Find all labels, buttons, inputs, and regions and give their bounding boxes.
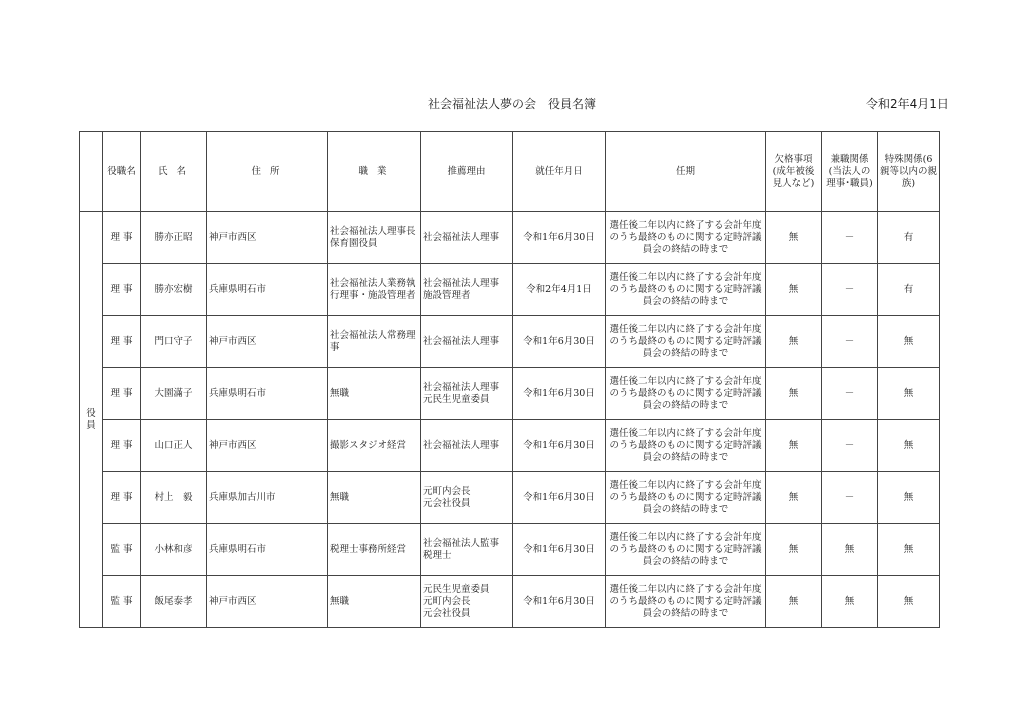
group-label-char-1: 役	[86, 407, 96, 419]
start-date-cell: 令和1年6月30日	[513, 368, 606, 420]
term-cell: 選任後二年以内に終了する会計年度のうち最終のものに関する定時評議員会の終結の時まで	[606, 472, 766, 524]
disqualification-cell: 無	[766, 368, 822, 420]
header-name: 氏 名	[141, 132, 207, 212]
occupation-cell: 無職	[328, 576, 421, 628]
table-row	[80, 316, 940, 368]
special-cell: 無	[878, 576, 940, 628]
name-cell: 勝亦正昭	[141, 212, 207, 264]
address-cell: 兵庫県明石市	[207, 368, 328, 420]
header-occupation: 職 業	[328, 132, 421, 212]
document-date: 令和2年4月1日	[866, 97, 949, 111]
concurrent-cell: －	[822, 472, 878, 524]
address-cell: 神戸市西区	[207, 316, 328, 368]
occupation-cell: 社会福祉法人理事長 保育園役員	[328, 212, 421, 264]
start-date-cell: 令和1年6月30日	[513, 576, 606, 628]
start-date-cell: 令和1年6月30日	[513, 420, 606, 472]
occupation-cell: 税理士事務所経営	[328, 524, 421, 576]
occupation-cell: 社会福祉法人常務理事	[328, 316, 421, 368]
concurrent-cell: －	[822, 316, 878, 368]
table-row	[80, 264, 940, 316]
address-cell: 兵庫県明石市	[207, 524, 328, 576]
disqualification-cell: 無	[766, 472, 822, 524]
concurrent-cell: 無	[822, 576, 878, 628]
group-header-cell	[80, 132, 103, 212]
term-cell: 選任後二年以内に終了する会計年度のうち最終のものに関する定時評議員会の終結の時まで	[606, 368, 766, 420]
name-cell: 山口正人	[141, 420, 207, 472]
term-cell: 選任後二年以内に終了する会計年度のうち最終のものに関する定時評議員会の終結の時まで	[606, 316, 766, 368]
occupation-cell: 無職	[328, 368, 421, 420]
reason-cell: 社会福祉法人理事	[421, 316, 513, 368]
header-special: 特殊関係(6親等以内の親族)	[878, 132, 940, 212]
reason-cell: 社会福祉法人理事	[421, 420, 513, 472]
special-cell: 有	[878, 212, 940, 264]
role-cell: 理 事	[103, 420, 141, 472]
group-label-char-2: 員	[86, 419, 96, 431]
reason-cell: 元民生児童委員 元町内会長 元会社役員	[421, 576, 513, 628]
address-cell: 神戸市西区	[207, 576, 328, 628]
name-cell: 飯尾泰孝	[141, 576, 207, 628]
officer-roster-table	[79, 131, 940, 628]
occupation-cell: 社会福祉法人業務執行理事・施設管理者	[328, 264, 421, 316]
start-date-cell: 令和1年6月30日	[513, 316, 606, 368]
disqualification-cell: 無	[766, 524, 822, 576]
disqualification-cell: 無	[766, 316, 822, 368]
name-cell: 小林和彦	[141, 524, 207, 576]
disqualification-cell: 無	[766, 576, 822, 628]
header-row	[80, 132, 940, 212]
role-cell: 理 事	[103, 212, 141, 264]
concurrent-cell: 無	[822, 524, 878, 576]
address-cell: 兵庫県明石市	[207, 264, 328, 316]
table-row	[80, 576, 940, 628]
disqualification-cell: 無	[766, 212, 822, 264]
reason-cell: 社会福祉法人理事 元民生児童委員	[421, 368, 513, 420]
name-cell: 大園滿子	[141, 368, 207, 420]
name-cell: 村上 毅	[141, 472, 207, 524]
special-cell: 無	[878, 472, 940, 524]
header-start-date: 就任年月日	[513, 132, 606, 212]
start-date-cell: 令和1年6月30日	[513, 524, 606, 576]
role-cell: 理 事	[103, 316, 141, 368]
term-cell: 選任後二年以内に終了する会計年度のうち最終のものに関する定時評議員会の終結の時まで	[606, 264, 766, 316]
term-cell: 選任後二年以内に終了する会計年度のうち最終のものに関する定時評議員会の終結の時まで	[606, 576, 766, 628]
start-date-cell: 令和1年6月30日	[513, 212, 606, 264]
table-row	[80, 472, 940, 524]
special-cell: 無	[878, 420, 940, 472]
address-cell: 神戸市西区	[207, 420, 328, 472]
concurrent-cell: －	[822, 212, 878, 264]
role-cell: 監 事	[103, 524, 141, 576]
document-title: 社会福祉法人夢の会 役員名簿	[427, 97, 596, 111]
role-cell: 理 事	[103, 264, 141, 316]
term-cell: 選任後二年以内に終了する会計年度のうち最終のものに関する定時評議員会の終結の時まで	[606, 420, 766, 472]
table-row	[80, 420, 940, 472]
concurrent-cell: －	[822, 420, 878, 472]
reason-cell: 元町内会長 元会社役員	[421, 472, 513, 524]
role-cell: 理 事	[103, 368, 141, 420]
occupation-cell: 撮影スタジオ経営	[328, 420, 421, 472]
address-cell: 神戸市西区	[207, 212, 328, 264]
header-reason: 推薦理由	[421, 132, 513, 212]
header-address: 住 所	[207, 132, 328, 212]
term-cell: 選任後二年以内に終了する会計年度のうち最終のものに関する定時評議員会の終結の時まで	[606, 524, 766, 576]
table-row	[80, 212, 940, 264]
name-cell: 門口守子	[141, 316, 207, 368]
role-cell: 理 事	[103, 472, 141, 524]
reason-cell: 社会福祉法人理事	[421, 212, 513, 264]
role-cell: 監 事	[103, 576, 141, 628]
special-cell: 有	[878, 264, 940, 316]
name-cell: 勝亦宏樹	[141, 264, 207, 316]
group-label-officers	[80, 212, 103, 628]
disqualification-cell: 無	[766, 420, 822, 472]
concurrent-cell: －	[822, 264, 878, 316]
special-cell: 無	[878, 368, 940, 420]
header-term: 任期	[606, 132, 766, 212]
start-date-cell: 令和1年6月30日	[513, 472, 606, 524]
occupation-cell: 無職	[328, 472, 421, 524]
special-cell: 無	[878, 524, 940, 576]
special-cell: 無	[878, 316, 940, 368]
header-role: 役職名	[103, 132, 141, 212]
start-date-cell: 令和2年4月1日	[513, 264, 606, 316]
disqualification-cell: 無	[766, 264, 822, 316]
header-concurrent: 兼職関係(当法人の理事･職員)	[822, 132, 878, 212]
address-cell: 兵庫県加古川市	[207, 472, 328, 524]
header-disqualification: 欠格事項(成年被後見人など)	[766, 132, 822, 212]
reason-cell: 社会福祉法人監事 税理士	[421, 524, 513, 576]
term-cell: 選任後二年以内に終了する会計年度のうち最終のものに関する定時評議員会の終結の時まで	[606, 212, 766, 264]
table-row	[80, 368, 940, 420]
table-row	[80, 524, 940, 576]
reason-cell: 社会福祉法人理事 施設管理者	[421, 264, 513, 316]
concurrent-cell: －	[822, 368, 878, 420]
